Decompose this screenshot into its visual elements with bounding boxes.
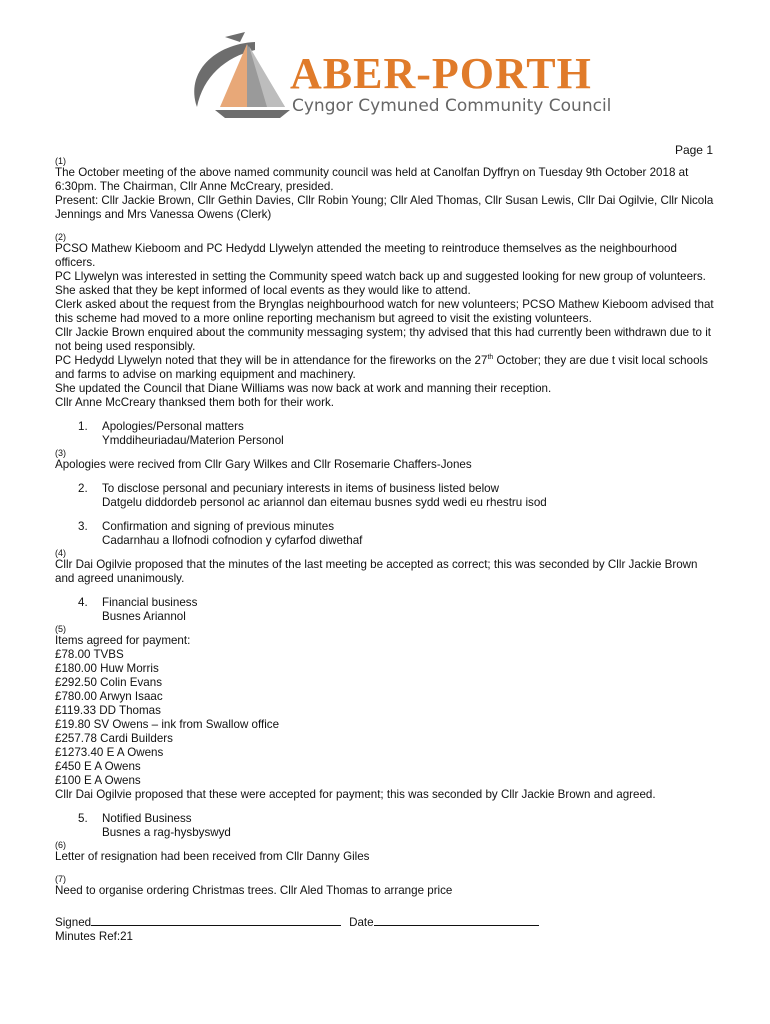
payments-outro: Cllr Dai Ogilvie proposed that these were accepted for payment; this was seconded by Cllr Jackie Brown and agreed. bbox=[55, 788, 656, 801]
section-number: (5) bbox=[55, 624, 66, 634]
present-list: Present: Cllr Jackie Brown, Cllr Gethin Davies, Cllr Robin Young; Cllr Aled Thomas, Cllr Susan Lewis, Cllr Dai Ogilvie, Cllr Nicola Jennings and Mrs Vanessa Owens (Clerk) bbox=[55, 194, 714, 221]
payment-item: £780.00 Arwyn Isaac bbox=[55, 690, 163, 703]
police-paragraph: PC Llywelyn was interested in setting the Community speed watch back up and suggested looking for new group of volunteers. She asked that they be kept informed of local events as they would like to attend. bbox=[55, 270, 706, 297]
section-number: (7) bbox=[55, 874, 66, 884]
payment-item: £1273.40 E A Owens bbox=[55, 746, 164, 759]
police-paragraph: Cllr Anne McCreary thanksed them both for their work. bbox=[55, 396, 335, 409]
police-paragraph: PCSO Mathew Kieboom and PC Hedydd Llywelyn attended the meeting to reintroduce themselves as the neighbourhood officers. bbox=[55, 242, 677, 269]
section-number: (3) bbox=[55, 448, 66, 458]
agenda-item: 3. Confirmation and signing of previous minutes Cadarnhau a llofnodi cofnodion y cyfarfod diwethaf bbox=[78, 520, 363, 547]
christmas-trees-text: Need to organise ordering Christmas trees. Cllr Aled Thomas to arrange price bbox=[55, 884, 453, 897]
minutes-body bbox=[55, 156, 715, 944]
section-number: (2) bbox=[55, 232, 66, 242]
payment-item: £78.00 TVBS bbox=[55, 648, 124, 661]
meeting-intro: The October meeting of the above named community council was held at Canolfan Dyffryn on Tuesday 9th October 2018 at 6:30pm. The Chairman, Cllr Anne McCreary, presided. bbox=[55, 166, 689, 193]
payment-item: £180.00 Huw Morris bbox=[55, 662, 159, 675]
payment-item: £257.78 Cardi Builders bbox=[55, 732, 173, 745]
agenda-item: 1. Apologies/Personal matters Ymddiheuriadau/Materion Personol bbox=[78, 420, 284, 447]
agenda-item: 2. To disclose personal and pecuniary interests in items of business listed below Datgelu diddordeb personol ac ariannol dan eitemau busnes sydd wedi eu rhestru isod bbox=[78, 482, 547, 509]
police-paragraph: Clerk asked about the request from the Brynglas neighbourhood watch for new volunteers; PCSO Mathew Kieboom advised that this scheme had moved to a more online reporting mechanism but agreed to visit the existing volunteers. bbox=[55, 298, 714, 325]
payment-item: £450 E A Owens bbox=[55, 760, 141, 773]
signed-label: Signed bbox=[55, 914, 341, 930]
resignation-text: Letter of resignation had been received from Cllr Danny Giles bbox=[55, 850, 370, 863]
logo-subtitle: Cyngor Cymuned Community Council bbox=[292, 96, 612, 116]
police-paragraph: Cllr Jackie Brown enquired about the community messaging system; thy advised that this had currently been withdrawn due to it not being used responsibly. bbox=[55, 326, 712, 353]
minutes-ref: Minutes Ref:21 bbox=[55, 930, 133, 943]
payments-intro: Items agreed for payment: bbox=[55, 634, 191, 647]
payment-item: £119.33 DD Thomas bbox=[55, 704, 161, 717]
section-number: (4) bbox=[55, 548, 66, 558]
payment-item: £292.50 Colin Evans bbox=[55, 676, 162, 689]
agenda-item: 4. Financial business Busnes Ariannol bbox=[78, 596, 198, 623]
police-paragraph: She updated the Council that Diane Williams was now back at work and manning their reception. bbox=[55, 382, 552, 395]
payment-item: £19.80 SV Owens – ink from Swallow office bbox=[55, 718, 280, 731]
logo-title: ABER-PORTH bbox=[290, 49, 592, 98]
section-number: (6) bbox=[55, 840, 66, 850]
section-number: (1) bbox=[55, 156, 66, 166]
apologies-text: Apologies were recived from Cllr Gary Wilkes and Cllr Rosemarie Chaffers-Jones bbox=[55, 458, 472, 471]
payments-list bbox=[55, 648, 715, 788]
police-paragraph: PC Hedydd Llywelyn noted that they will be in attendance for the fireworks on the 27th October; they are due t visit local schools and farms to advise on marking equipment and machinery. bbox=[55, 354, 708, 381]
page-number: Page 1 bbox=[674, 143, 713, 157]
agenda-item: 5. Notified Business Busnes a rag-hysbyswyd bbox=[78, 812, 231, 839]
signature-line bbox=[55, 914, 715, 930]
minutes-approval-text: Cllr Dai Ogilvie proposed that the minutes of the last meeting be accepted as correct; this was seconded by Cllr Jackie Brown and agreed unanimously. bbox=[55, 558, 698, 585]
payment-item: £100 E A Owens bbox=[55, 774, 141, 787]
date-label: Date bbox=[349, 914, 539, 930]
